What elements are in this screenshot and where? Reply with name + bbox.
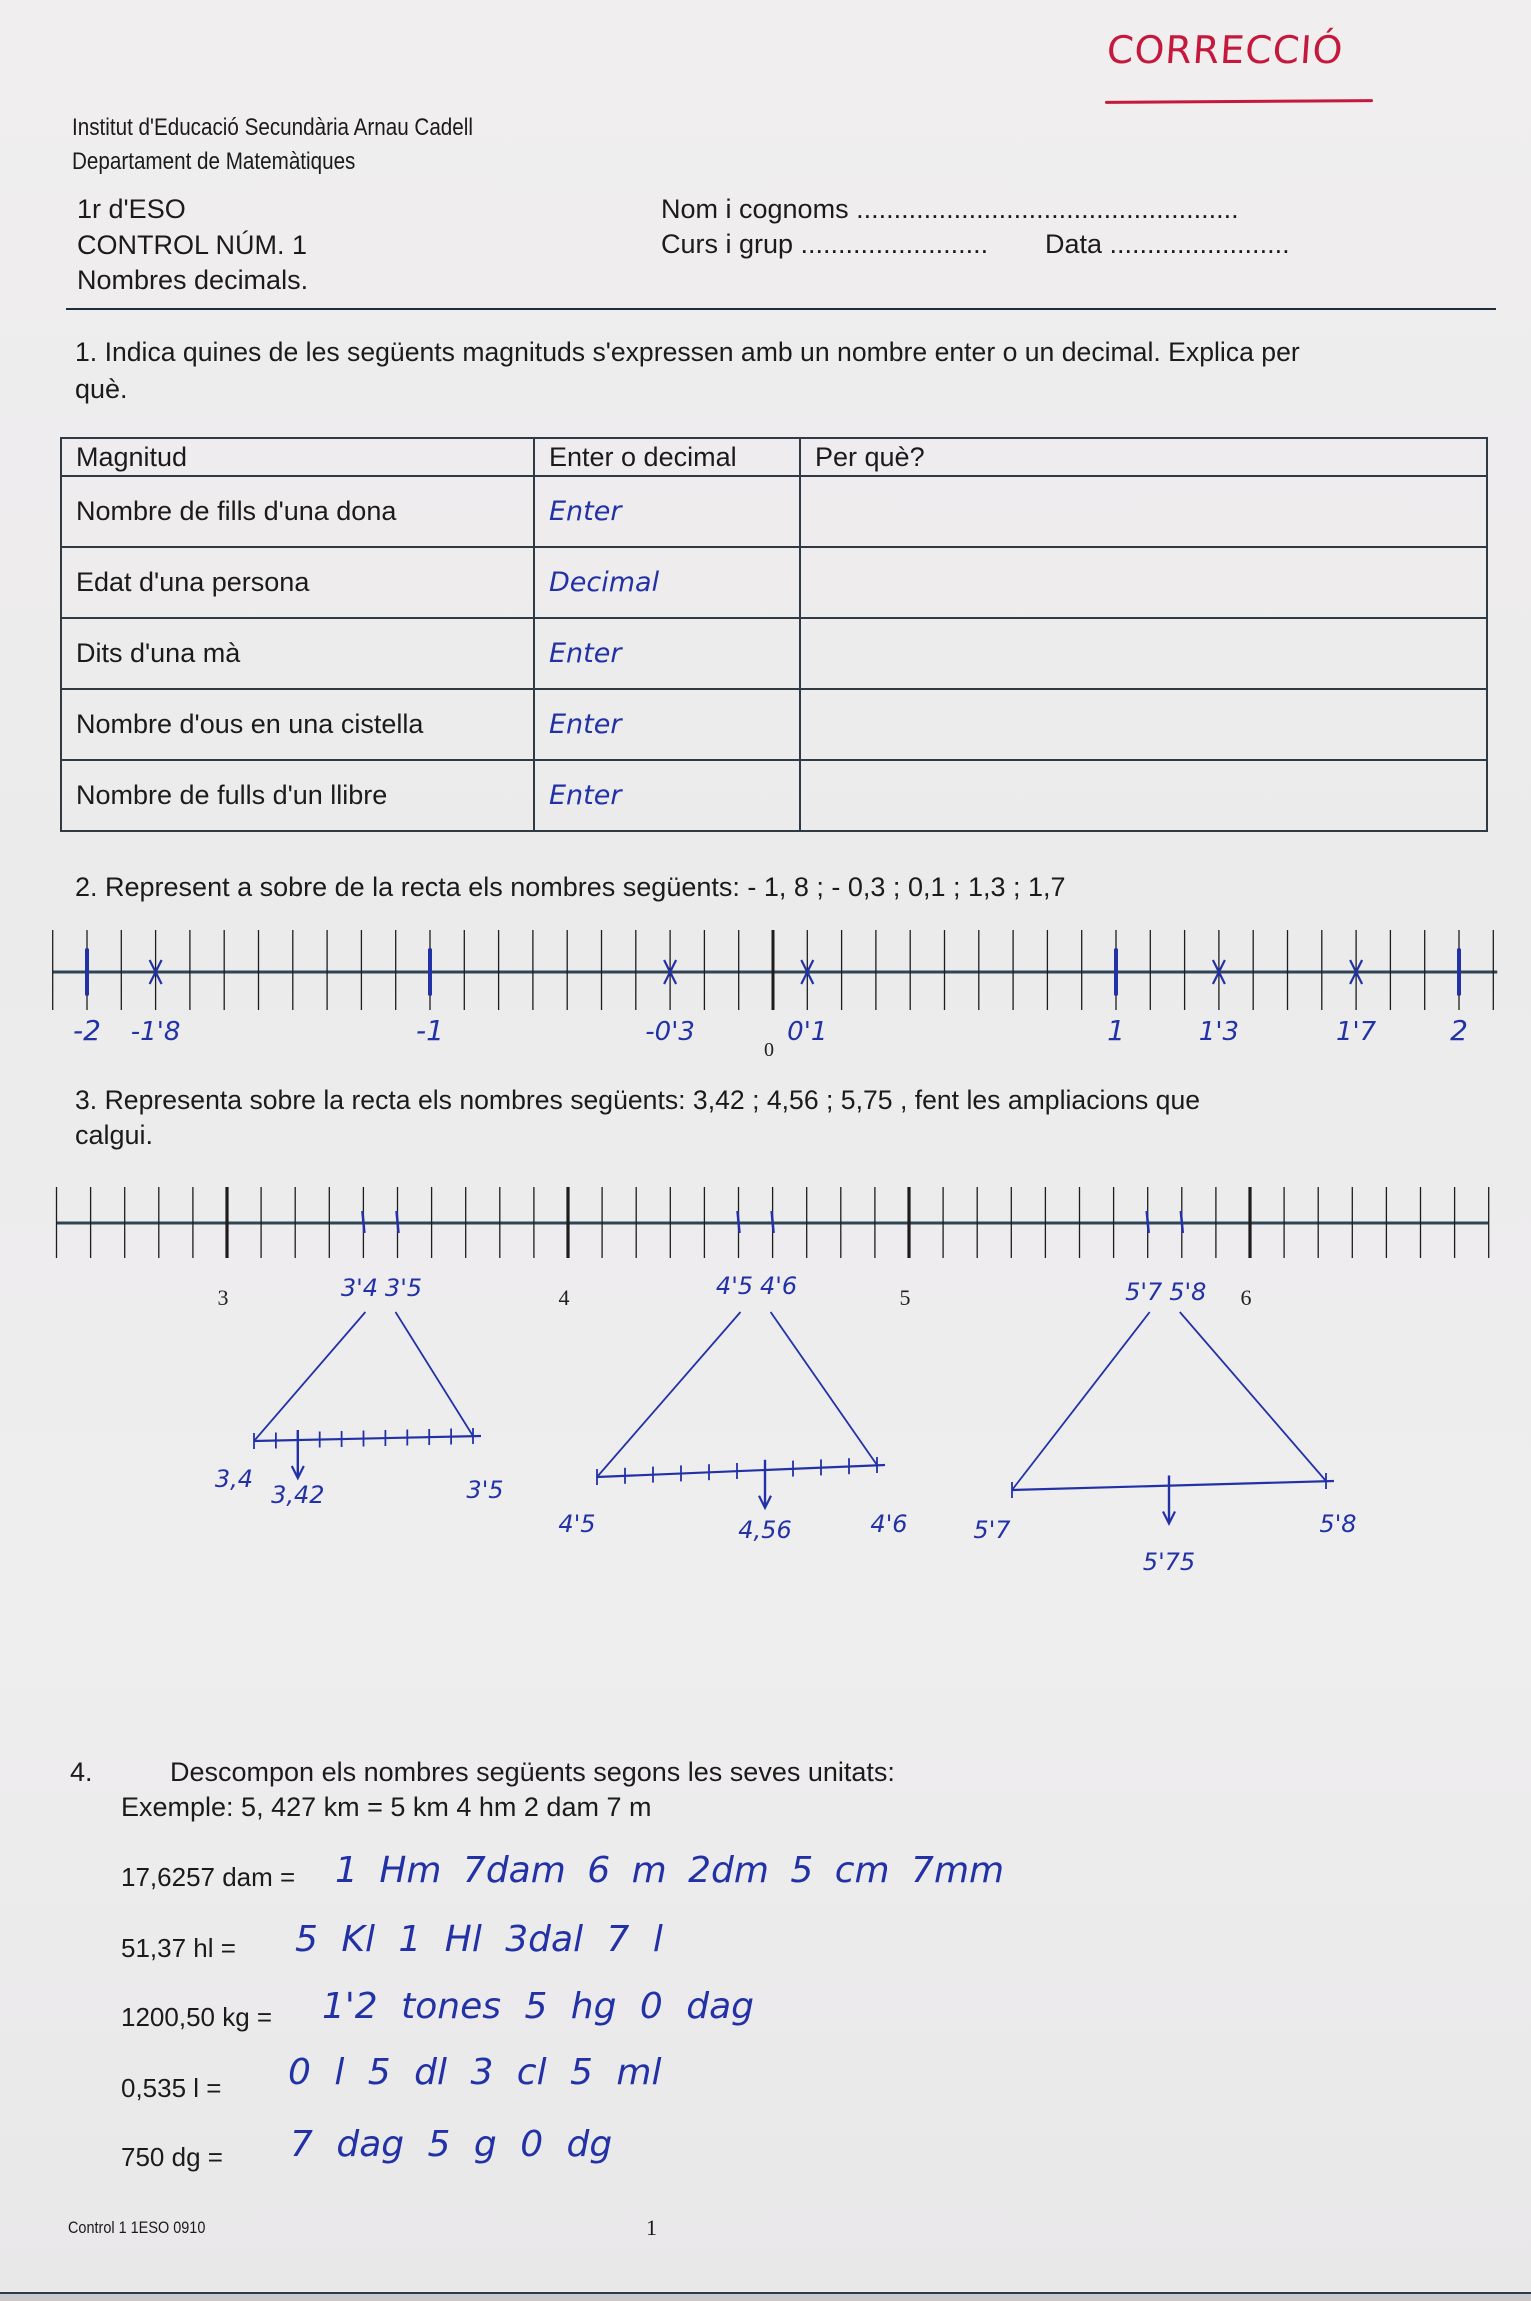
reason-cell[interactable] (800, 689, 1487, 760)
major-tick-label: 6 (1240, 1285, 1252, 1310)
zoom-segment (1012, 1481, 1334, 1490)
major-tick-label: 3 (217, 1285, 229, 1310)
zero-label: 0 (764, 1039, 774, 1061)
target-arrowhead (759, 1496, 771, 1508)
q4-number: 4. (70, 1757, 93, 1787)
magnitud-cell: Nombre d'ous en una cistella (61, 689, 534, 760)
zoom-segment (254, 1436, 481, 1441)
correction-mark: CORRECCIÓ (1105, 28, 1345, 72)
point-label: -0'3 (645, 1017, 695, 1047)
zoom-segment (597, 1465, 885, 1477)
answer-cell[interactable]: Enter (534, 760, 800, 831)
q4-example: Exemple: 5, 427 km = 5 km 4 hm 2 dam 7 m (121, 1792, 652, 1822)
answer-cell[interactable]: Enter (534, 476, 800, 547)
table-header-row (61, 438, 1487, 476)
point-label: -1'8 (130, 1017, 181, 1047)
decomp-label: 0,535 l = (121, 2073, 222, 2103)
footer-code: Control 1 1ESO 0910 (68, 2218, 206, 2237)
zoom-right-label: 4'6 (870, 1510, 908, 1538)
zoom-source-mark (1181, 1211, 1183, 1233)
decomp-answer[interactable]: 1 Hm 7dam 6 m 2dm 5 cm 7mm (335, 1850, 1005, 1891)
magnitud-cell: Nombre de fulls d'un llibre (61, 760, 534, 831)
q1-prompt-line1: 1. Indica quines de les següents magnituds s'expressen amb un nombre enter o un decimal. Explica per (75, 337, 1300, 367)
zoom-guide-right (396, 1312, 474, 1436)
zoom-source-mark (1147, 1211, 1149, 1233)
integer-mark-label: 1 (1107, 1014, 1125, 1047)
integer-mark-label: 2 (1450, 1014, 1468, 1047)
name-field[interactable]: Nom i cognoms ................................................... (661, 194, 1239, 224)
zoom-source-mark (738, 1211, 740, 1233)
target-label: 3,42 (271, 1481, 325, 1509)
point-cross-mark (150, 960, 162, 984)
q3-prompt-line2: calgui. (75, 1120, 154, 1150)
group-field[interactable]: Curs i grup ......................... (661, 229, 989, 259)
zoom-left-label: 3,4 (214, 1465, 254, 1493)
decomp-answer[interactable]: 1'2 tones 5 hg 0 dag (322, 1986, 755, 2027)
answer-cell[interactable]: Enter (534, 618, 800, 689)
magnitud-cell: Dits d'una mà (61, 618, 534, 689)
page-number: 1 (646, 2215, 657, 2240)
table-row (61, 618, 1487, 689)
table-row (61, 689, 1487, 760)
table-row (61, 476, 1487, 547)
major-tick-label: 4 (558, 1285, 570, 1310)
decomp-label: 51,37 hl = (121, 1933, 236, 1963)
point-cross-mark (801, 960, 813, 984)
zoom-source-mark (397, 1211, 399, 1233)
table-row (61, 760, 1487, 831)
zoom-top-label: 4'6 (760, 1272, 798, 1300)
reason-cell[interactable] (800, 476, 1487, 547)
point-label: 1'3 (1198, 1017, 1240, 1047)
decomp-label: 17,6257 dam = (121, 1862, 296, 1892)
zoom-top-label: 5'7 (1125, 1278, 1163, 1306)
q4-prompt: Descompon els nombres següents segons les seves unitats: (170, 1757, 895, 1787)
zoom-guide-right (771, 1312, 877, 1465)
major-tick-label: 5 (899, 1285, 911, 1310)
integer-mark-label: -1 (416, 1014, 444, 1047)
course-label: 1r d'ESO (77, 194, 186, 224)
page-edge (0, 2292, 1531, 2301)
point-cross-mark (1213, 960, 1225, 984)
q3-prompt-line1: 3. Representa sobre la recta els nombres següents: 3,42 ; 4,56 ; 5,75 , fent les ampliacions que (75, 1085, 1201, 1115)
point-cross-mark (1350, 960, 1362, 984)
zoom-right-label: 5'8 (1319, 1510, 1357, 1538)
point-label: 0'1 (787, 1017, 828, 1047)
header-enter-decimal: Enter o decimal (534, 438, 800, 476)
zoom-guide-left (254, 1312, 365, 1441)
answer-cell[interactable]: Enter (534, 689, 800, 760)
exam-topic: Nombres decimals. (77, 265, 309, 295)
point-label: 1'7 (1335, 1017, 1377, 1047)
magnitud-cell: Nombre de fills d'una dona (61, 476, 534, 547)
decomp-label: 1200,50 kg = (121, 2002, 273, 2032)
decomp-answer[interactable]: 0 l 5 dl 3 cl 5 ml (288, 2052, 662, 2093)
decomp-answer[interactable]: 7 dag 5 g 0 dg (290, 2124, 613, 2165)
zoom-guide-left (597, 1312, 741, 1477)
target-arrowhead (292, 1466, 304, 1478)
magnitud-cell: Edat d'una persona (61, 547, 534, 618)
zoom-top-label: 3'4 (340, 1274, 378, 1302)
reason-cell[interactable] (800, 618, 1487, 689)
target-arrowhead (1163, 1512, 1175, 1524)
zoom-top-label: 5'8 (1169, 1278, 1207, 1306)
decomp-answer[interactable]: 5 Kl 1 Hl 3dal 7 l (295, 1919, 663, 1960)
department-name: Departament de Matemàtiques (72, 148, 356, 175)
zoom-source-mark (362, 1211, 364, 1233)
reason-cell[interactable] (800, 760, 1487, 831)
header-per-que: Per què? (800, 438, 1487, 476)
institution-name: Institut d'Educació Secundària Arnau Cadell (72, 114, 473, 141)
zoom-top-label: 3'5 (384, 1274, 423, 1302)
date-field[interactable]: Data ........................ (1045, 229, 1290, 259)
zoom-left-label: 4'5 (558, 1510, 596, 1538)
correction-underline (1105, 99, 1373, 104)
magnitudes-table (60, 437, 1488, 832)
q2-prompt: 2. Represent a sobre de la recta els nombres següents: - 1, 8 ; - 0,3 ; 0,1 ; 1,3 ; 1,7 (75, 872, 1066, 902)
zoom-right-label: 3'5 (466, 1476, 504, 1504)
integer-mark-label: -2 (73, 1014, 101, 1047)
zoom-left-label: 5'7 (973, 1516, 1011, 1544)
exam-title: CONTROL NÚM. 1 (77, 230, 308, 260)
zoom-source-mark (772, 1211, 774, 1233)
header-magnitud: Magnitud (61, 438, 534, 476)
target-label: 4,56 (738, 1516, 792, 1544)
point-cross-mark (664, 960, 676, 984)
table-row (61, 547, 1487, 618)
zoom-guide-left (1012, 1312, 1150, 1490)
zoom-guide-right (1180, 1312, 1326, 1481)
reason-cell[interactable] (800, 547, 1487, 618)
header-divider (66, 308, 1496, 310)
answer-cell[interactable]: Decimal (534, 547, 800, 618)
target-label: 5'75 (1142, 1548, 1196, 1576)
decomp-label: 750 dg = (121, 2142, 223, 2172)
q1-prompt-line2: què. (75, 374, 128, 404)
zoom-top-label: 4'5 (715, 1272, 754, 1300)
